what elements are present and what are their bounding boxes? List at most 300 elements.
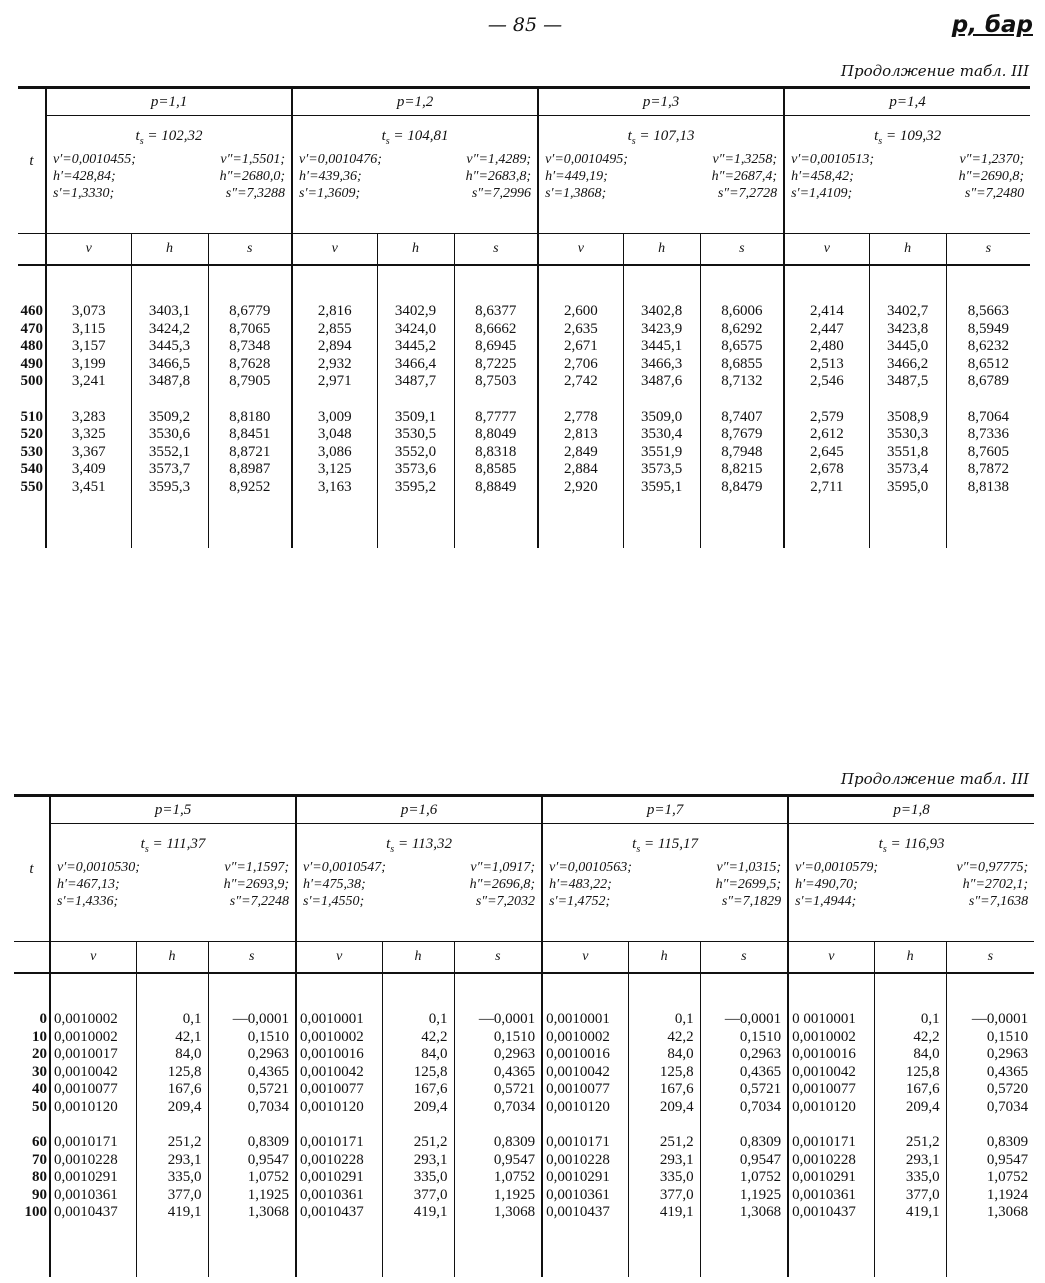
table-cell: 84,0 xyxy=(628,1046,700,1064)
table-cell: 3,125 xyxy=(292,461,377,479)
table-cell: 1,1924 xyxy=(946,1187,1034,1205)
saturation-temperature: $t_s = 116,93$ xyxy=(878,836,945,855)
v-prime: v′=0,0010476; xyxy=(299,152,382,167)
s-column-header: s xyxy=(208,942,296,974)
saturation-block xyxy=(292,116,538,234)
h-column-header: h xyxy=(874,942,946,974)
s-prime: s′=1,4550; xyxy=(303,894,365,909)
temperature-cell: 530 xyxy=(20,443,43,460)
h-column-header: h xyxy=(377,234,454,266)
table-cell: 2,920 xyxy=(538,479,623,497)
v-prime: v′=0,0010563; xyxy=(549,860,632,875)
table-cell: 3466,5 xyxy=(131,356,208,374)
table-cell: 0,2963 xyxy=(700,1046,788,1064)
table-cell: 3595,1 xyxy=(623,479,700,497)
v-column-header: v xyxy=(542,942,628,974)
saturation-temperature: $t_s = 109,32$ xyxy=(874,128,942,147)
saturation-block xyxy=(542,824,788,942)
table-cell: 0,0010437 xyxy=(50,1204,136,1222)
table-cell: 3530,5 xyxy=(377,426,454,444)
s-column-header: s xyxy=(208,234,292,266)
v-double-prime: v″=1,5501; xyxy=(220,152,286,167)
temperature-cell: 500 xyxy=(20,373,43,389)
table-row xyxy=(18,321,1030,339)
table-row xyxy=(14,1187,1034,1205)
table-cell: 0,0010120 xyxy=(542,1099,628,1117)
table-cell: 0,0010291 xyxy=(296,1169,382,1187)
table-row xyxy=(18,426,1030,444)
table-cell: 293,1 xyxy=(628,1152,700,1170)
table-cell: 0,5721 xyxy=(700,1081,788,1099)
table-cell: 3487,8 xyxy=(131,373,208,391)
table-cell: 2,849 xyxy=(538,444,623,462)
table-cell: 335,0 xyxy=(136,1169,208,1187)
table-cell: 2,894 xyxy=(292,338,377,356)
pressure-header: p=1,7 xyxy=(542,796,788,824)
table-cell: 0,1510 xyxy=(700,1029,788,1047)
table-cell: 8,7605 xyxy=(946,444,1030,462)
pressure-header: p=1,1 xyxy=(46,88,292,116)
table-cell: 2,855 xyxy=(292,321,377,339)
table-cell: 209,4 xyxy=(874,1099,946,1117)
table-cell: 3403,1 xyxy=(131,303,208,321)
table-cell: 0,5721 xyxy=(454,1081,542,1099)
table-cell: 0,0010042 xyxy=(296,1064,382,1082)
temperature-cell: 470 xyxy=(20,320,43,337)
h-prime: h′=439,36; xyxy=(299,169,362,184)
table-cell: 0,0010291 xyxy=(542,1169,628,1187)
h-double-prime: h″=2699,5; xyxy=(715,877,782,892)
table-cell: 42,2 xyxy=(382,1029,454,1047)
table-cell: —0,0001 xyxy=(700,1011,788,1029)
v-column-header: v xyxy=(50,942,136,974)
s-prime: s′=1,4944; xyxy=(795,894,857,909)
table-cell: 8,6292 xyxy=(700,321,784,339)
table-cell: 209,4 xyxy=(628,1099,700,1117)
table-cell: 0,0010002 xyxy=(50,1029,136,1047)
table-row xyxy=(14,1046,1034,1064)
table-cell: 8,8849 xyxy=(454,479,538,497)
table-row xyxy=(18,356,1030,374)
table-cell: 0,0010120 xyxy=(788,1099,874,1117)
table-cell: 84,0 xyxy=(136,1046,208,1064)
table-cell: 3,115 xyxy=(46,321,131,339)
table-cell: 377,0 xyxy=(628,1187,700,1205)
table-cell: 0,1510 xyxy=(208,1029,296,1047)
s-double-prime: s″=7,2996 xyxy=(471,186,532,201)
page-number: — 85 — xyxy=(487,14,563,36)
table-cell: 0,0010171 xyxy=(788,1134,874,1152)
table-cell: 2,645 xyxy=(784,444,869,462)
table-cell: 0,4365 xyxy=(946,1064,1034,1082)
table-cell: 3,009 xyxy=(292,409,377,427)
h-column-header: h xyxy=(869,234,946,266)
table-cell: 335,0 xyxy=(382,1169,454,1187)
v-column-header: v xyxy=(292,234,377,266)
table-row xyxy=(18,409,1030,427)
table-cell: 3423,8 xyxy=(869,321,946,339)
s-column-header: s xyxy=(700,234,784,266)
h-column-header: h xyxy=(623,234,700,266)
s-column-header: s xyxy=(946,942,1034,974)
v-double-prime: v″=1,2370; xyxy=(959,152,1025,167)
table-cell: 3530,6 xyxy=(131,426,208,444)
table-cell: 8,5949 xyxy=(946,321,1030,339)
table-cell: 0,2963 xyxy=(946,1046,1034,1064)
table-cell: 3530,4 xyxy=(623,426,700,444)
table-row xyxy=(18,444,1030,462)
table-cell: 0,0010361 xyxy=(50,1187,136,1205)
table-cell: 335,0 xyxy=(874,1169,946,1187)
pressure-header: p=1,3 xyxy=(538,88,784,116)
temperature-cell: 80 xyxy=(32,1169,47,1185)
table-cell: 2,546 xyxy=(784,373,869,391)
table-cell: 0,0010016 xyxy=(542,1046,628,1064)
table-row xyxy=(18,461,1030,479)
saturation-block xyxy=(46,116,292,234)
table-row xyxy=(18,338,1030,356)
table-cell: 8,7065 xyxy=(208,321,292,339)
table-cell: 1,3068 xyxy=(946,1204,1034,1222)
temperature-cell: 20 xyxy=(32,1046,47,1062)
table-cell: 0,0010437 xyxy=(788,1204,874,1222)
table-cell: 0,9547 xyxy=(208,1152,296,1170)
table-cell: 0,8309 xyxy=(700,1134,788,1152)
table-cell: 2,816 xyxy=(292,303,377,321)
v-double-prime: v″=1,3258; xyxy=(712,152,778,167)
v-column-header: v xyxy=(538,234,623,266)
table-cell: 3595,0 xyxy=(869,479,946,497)
table-cell: 3487,7 xyxy=(377,373,454,391)
s-column-header: s xyxy=(454,942,542,974)
table-cell: 8,6232 xyxy=(946,338,1030,356)
table-cell: 0,0010002 xyxy=(788,1029,874,1047)
s-prime: s′=1,3868; xyxy=(545,186,607,201)
table-cell: 293,1 xyxy=(382,1152,454,1170)
h-double-prime: h″=2690,8; xyxy=(958,169,1025,184)
pressure-header: p=1,5 xyxy=(50,796,296,824)
table-row xyxy=(14,1152,1034,1170)
s-prime: s′=1,3330; xyxy=(53,186,115,201)
ts-value: 107,13 xyxy=(653,128,695,144)
temperature-cell: 480 xyxy=(20,338,43,354)
table-cell: 2,778 xyxy=(538,409,623,427)
table-cell: 8,7948 xyxy=(700,444,784,462)
h-prime: h′=449,19; xyxy=(545,169,608,184)
s-double-prime: s″=7,1638 xyxy=(968,894,1029,909)
s-double-prime: s″=7,3288 xyxy=(225,186,286,201)
table-cell: 0,0010077 xyxy=(542,1081,628,1099)
table-cell: 3,367 xyxy=(46,444,131,462)
table-row xyxy=(14,1134,1034,1152)
temperature-cell: 490 xyxy=(20,355,43,372)
table-cell: —0,0001 xyxy=(208,1011,296,1029)
pressure-header: p=1,8 xyxy=(788,796,1034,824)
table-cell: 419,1 xyxy=(874,1204,946,1222)
table-cell: 8,6377 xyxy=(454,303,538,321)
pressure-header: p=1,6 xyxy=(296,796,542,824)
ts-value: 104,81 xyxy=(407,128,449,144)
v-prime: v′=0,0010455; xyxy=(53,152,136,167)
table-cell: 0,0010171 xyxy=(50,1134,136,1152)
table-row xyxy=(18,479,1030,497)
h-prime: h′=483,22; xyxy=(549,877,612,892)
v-column-header: v xyxy=(46,234,131,266)
table-cell: 3,073 xyxy=(46,303,131,321)
table-row xyxy=(14,1204,1034,1222)
table-cell: 2,513 xyxy=(784,356,869,374)
table-cell: 251,2 xyxy=(874,1134,946,1152)
table-cell: 42,2 xyxy=(874,1029,946,1047)
table-row xyxy=(14,1081,1034,1099)
table-cell: 8,7225 xyxy=(454,356,538,374)
table-cell: 0,9547 xyxy=(700,1152,788,1170)
table-cell: 8,9252 xyxy=(208,479,292,497)
table-cell: 84,0 xyxy=(382,1046,454,1064)
table-cell: 3445,0 xyxy=(869,338,946,356)
table-cell: 419,1 xyxy=(628,1204,700,1222)
h-column-header: h xyxy=(136,942,208,974)
table-cell: 0,1 xyxy=(874,1011,946,1029)
table-cell: 251,2 xyxy=(382,1134,454,1152)
s-double-prime: s″=7,2032 xyxy=(475,894,536,909)
table-cell: 0,0010120 xyxy=(50,1099,136,1117)
table-cell: 377,0 xyxy=(874,1187,946,1205)
h-prime: h′=490,70; xyxy=(795,877,858,892)
table-cell: 2,579 xyxy=(784,409,869,427)
table-cell: 0,0010361 xyxy=(542,1187,628,1205)
table-cell: 2,600 xyxy=(538,303,623,321)
temperature-cell: 460 xyxy=(20,303,43,319)
table-cell: 2,414 xyxy=(784,303,869,321)
table-cell: 251,2 xyxy=(136,1134,208,1152)
table-cell: 0,1 xyxy=(382,1011,454,1029)
table-cell: 125,8 xyxy=(874,1064,946,1082)
temperature-cell: 40 xyxy=(32,1081,47,1097)
table-cell: 209,4 xyxy=(136,1099,208,1117)
table-cell: 0,8309 xyxy=(208,1134,296,1152)
steam-table-bottom xyxy=(14,794,1034,1277)
table-cell: 0,0010228 xyxy=(296,1152,382,1170)
h-column-header: h xyxy=(628,942,700,974)
v-prime: v′=0,0010530; xyxy=(57,860,140,875)
h-prime: h′=428,84; xyxy=(53,169,116,184)
table-cell: 3466,3 xyxy=(623,356,700,374)
v-double-prime: v″=1,4289; xyxy=(466,152,532,167)
temperature-cell: 520 xyxy=(20,426,43,442)
table-cell: 3445,3 xyxy=(131,338,208,356)
table-cell: 3,157 xyxy=(46,338,131,356)
table-cell: 3424,2 xyxy=(131,321,208,339)
table-cell: 8,6945 xyxy=(454,338,538,356)
table-cell: 377,0 xyxy=(136,1187,208,1205)
table-cell: 8,8987 xyxy=(208,461,292,479)
h-double-prime: h″=2687,4; xyxy=(711,169,778,184)
table-cell: 8,7132 xyxy=(700,373,784,391)
v-double-prime: v″=1,0315; xyxy=(716,860,782,875)
table-cell: 293,1 xyxy=(136,1152,208,1170)
table-cell: 2,635 xyxy=(538,321,623,339)
table-row xyxy=(18,303,1030,321)
table-cell: 419,1 xyxy=(382,1204,454,1222)
table-cell: 8,8318 xyxy=(454,444,538,462)
table-cell: 0,0010361 xyxy=(788,1187,874,1205)
table-cell: 0,4365 xyxy=(454,1064,542,1082)
table-cell: 167,6 xyxy=(628,1081,700,1099)
table-cell: 0,0010437 xyxy=(542,1204,628,1222)
table-cell: 3595,3 xyxy=(131,479,208,497)
table-cell: 0 0010001 xyxy=(788,1011,874,1029)
s-prime: s′=1,4109; xyxy=(791,186,853,201)
v-double-prime: v″=1,0917; xyxy=(470,860,536,875)
table-cell: 0,0010437 xyxy=(296,1204,382,1222)
table-cell: 0,0010291 xyxy=(788,1169,874,1187)
table-cell: 3551,8 xyxy=(869,444,946,462)
table-cell: 8,7064 xyxy=(946,409,1030,427)
table-cell: 3552,0 xyxy=(377,444,454,462)
table-cell: 3508,9 xyxy=(869,409,946,427)
table-cell: 8,8215 xyxy=(700,461,784,479)
table-cell: 2,678 xyxy=(784,461,869,479)
table-cell: 3,163 xyxy=(292,479,377,497)
temperature-cell: 540 xyxy=(20,461,43,477)
table-cell: 8,6855 xyxy=(700,356,784,374)
s-column-header: s xyxy=(454,234,538,266)
temperature-cell: 550 xyxy=(20,478,43,495)
table-cell: 0,7034 xyxy=(700,1099,788,1117)
table-cell: 0,0010291 xyxy=(50,1169,136,1187)
table-cell: 3509,0 xyxy=(623,409,700,427)
table-cell: 0,0010077 xyxy=(296,1081,382,1099)
saturation-temperature: $t_s = 113,32$ xyxy=(386,836,452,855)
s-column-header: s xyxy=(700,942,788,974)
table-cell: 1,3068 xyxy=(208,1204,296,1222)
temperature-cell: 60 xyxy=(32,1134,47,1150)
h-column-header: h xyxy=(382,942,454,974)
table-cell: 3,086 xyxy=(292,444,377,462)
table-cell: 251,2 xyxy=(628,1134,700,1152)
table-cell: 3573,7 xyxy=(131,461,208,479)
table-cell: 84,0 xyxy=(874,1046,946,1064)
h-double-prime: h″=2696,8; xyxy=(469,877,536,892)
table-cell: 167,6 xyxy=(874,1081,946,1099)
table-cell: 1,0752 xyxy=(946,1169,1034,1187)
table-cell: 0,1510 xyxy=(454,1029,542,1047)
table-row xyxy=(14,1064,1034,1082)
table-cell: 3573,5 xyxy=(623,461,700,479)
table-cell: 0,1 xyxy=(136,1011,208,1029)
table-cell: 3,241 xyxy=(46,373,131,391)
table-cell: 8,7503 xyxy=(454,373,538,391)
table-cell: 0,0010042 xyxy=(50,1064,136,1082)
table-cell: 8,7872 xyxy=(946,461,1030,479)
table-cell: 3530,3 xyxy=(869,426,946,444)
table-cell: 0,0010017 xyxy=(50,1046,136,1064)
table-cell: 3402,7 xyxy=(869,303,946,321)
table-cell: 0,4365 xyxy=(700,1064,788,1082)
table-cell: 209,4 xyxy=(382,1099,454,1117)
h-column-header: h xyxy=(131,234,208,266)
table-cell: 0,1510 xyxy=(946,1029,1034,1047)
ts-value: 111,37 xyxy=(166,836,206,852)
table-cell: 2,706 xyxy=(538,356,623,374)
table-cell: 3445,1 xyxy=(623,338,700,356)
v-column-header: v xyxy=(784,234,869,266)
h-prime: h′=458,42; xyxy=(791,169,854,184)
table-cell: 0,0010228 xyxy=(788,1152,874,1170)
temperature-cell: 90 xyxy=(32,1186,47,1203)
ts-value: 115,17 xyxy=(657,836,698,852)
table-cell: 3,451 xyxy=(46,479,131,497)
table-cell: 0,0010002 xyxy=(296,1029,382,1047)
ts-value: 113,32 xyxy=(411,836,452,852)
saturation-block xyxy=(788,824,1034,942)
temperature-cell: 50 xyxy=(32,1098,47,1115)
table-cell: 0,1 xyxy=(628,1011,700,1029)
table-cell: 8,8451 xyxy=(208,426,292,444)
table-cell: 3487,6 xyxy=(623,373,700,391)
steam-table-top xyxy=(18,86,1030,548)
table-cell: 8,8585 xyxy=(454,461,538,479)
saturation-temperature: $t_s = 104,81$ xyxy=(381,128,449,147)
table-cell: 8,7777 xyxy=(454,409,538,427)
table-cell: 3552,1 xyxy=(131,444,208,462)
table-cell: 0,9547 xyxy=(454,1152,542,1170)
v-column-header: v xyxy=(296,942,382,974)
table-cell: 1,3068 xyxy=(454,1204,542,1222)
table-cell: 8,6512 xyxy=(946,356,1030,374)
table-cell: 0,0010120 xyxy=(296,1099,382,1117)
table-cell: 42,2 xyxy=(628,1029,700,1047)
table-cell: 3,199 xyxy=(46,356,131,374)
table-cell: 0,0010228 xyxy=(542,1152,628,1170)
t-column-header: t xyxy=(14,796,50,942)
temperature-cell: 510 xyxy=(20,408,43,425)
s-prime: s′=1,4752; xyxy=(549,894,611,909)
table-cell: 167,6 xyxy=(382,1081,454,1099)
s-double-prime: s″=7,2728 xyxy=(717,186,778,201)
table-cell: 3573,4 xyxy=(869,461,946,479)
table-cell: 0,7034 xyxy=(208,1099,296,1117)
table-cell: 3424,0 xyxy=(377,321,454,339)
table-cell: 3445,2 xyxy=(377,338,454,356)
table-cell: 2,971 xyxy=(292,373,377,391)
table-cell: 8,6662 xyxy=(454,321,538,339)
table-cell: 0,8309 xyxy=(454,1134,542,1152)
table-cell: 0,7034 xyxy=(454,1099,542,1117)
table-cell: 8,6789 xyxy=(946,373,1030,391)
table-cell: 3402,9 xyxy=(377,303,454,321)
continuation-label-bottom: Продолжение табл. III xyxy=(840,770,1029,788)
table-cell: 3,325 xyxy=(46,426,131,444)
table-cell: 0,5720 xyxy=(946,1081,1034,1099)
table-cell: 8,7348 xyxy=(208,338,292,356)
table-cell: 2,612 xyxy=(784,426,869,444)
table-cell: 0,0010016 xyxy=(296,1046,382,1064)
h-double-prime: h″=2680,0; xyxy=(219,169,286,184)
table-cell: 2,932 xyxy=(292,356,377,374)
table-cell: 8,5663 xyxy=(946,303,1030,321)
table-cell: 3509,1 xyxy=(377,409,454,427)
table-cell: 1,1925 xyxy=(454,1187,542,1205)
ts-value: 102,32 xyxy=(161,128,203,144)
h-double-prime: h″=2693,9; xyxy=(223,877,290,892)
table-cell: 0,2963 xyxy=(454,1046,542,1064)
table-cell: 125,8 xyxy=(382,1064,454,1082)
table-cell: —0,0001 xyxy=(946,1011,1034,1029)
table-cell: 3573,6 xyxy=(377,461,454,479)
v-prime: v′=0,0010579; xyxy=(795,860,878,875)
